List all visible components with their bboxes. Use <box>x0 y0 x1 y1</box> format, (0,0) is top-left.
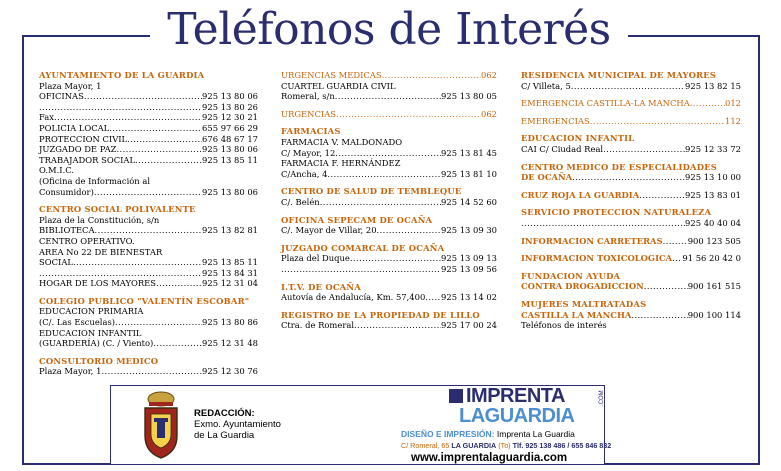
page-title: Teléfonos de Interés <box>167 4 611 55</box>
diseno-value: Imprenta La Guardia <box>496 429 575 439</box>
imprenta-square-icon <box>449 389 463 403</box>
dot-leader <box>663 236 688 247</box>
phone-number: 925 13 84 31 <box>202 267 258 278</box>
diseno-block <box>401 429 621 451</box>
logo-top-text: IMPRENTA <box>466 385 565 407</box>
entry-label: INFORMACION TOXICOLOGICA <box>521 253 673 264</box>
dot-leader <box>54 112 202 123</box>
phone-number: 925 12 30 21 <box>202 112 258 123</box>
entry-text: Plaza Mayor, 1 <box>39 80 102 91</box>
phone-number: 925 13 09 56 <box>441 263 497 274</box>
dot-leader <box>639 190 685 201</box>
phone-entry <box>521 144 741 155</box>
phone-number: 900 100 114 <box>687 309 741 320</box>
phone-number: 925 13 85 11 <box>202 154 258 165</box>
redaccion-line-1: Exmo. Ayuntamiento <box>194 419 281 430</box>
phone-entry <box>39 91 258 102</box>
phone-entry <box>39 338 258 349</box>
dot-leader <box>153 338 202 349</box>
column-3 <box>521 70 741 338</box>
section-heading: SERVICIO PROTECCION NATURALEZA <box>521 207 712 218</box>
entry-label: CAI C/ Ciudad Real <box>521 143 604 154</box>
entry-text: Teléfonos de interés <box>521 320 607 331</box>
entry-label: Consumidor) <box>39 186 94 197</box>
entry-label: Plaza del Duque <box>281 253 350 264</box>
directory-section <box>521 98 741 109</box>
phone-entry <box>521 253 741 264</box>
directory-section <box>521 299 741 331</box>
dot-leader <box>84 91 202 102</box>
entry-label: POLICIA LOCAL <box>39 122 110 133</box>
directory-section <box>521 190 741 201</box>
entry-text: FARMACIA F. HERNÁNDEZ <box>281 158 401 169</box>
entry-label: Plaza Mayor, 1 <box>39 366 102 377</box>
dot-leader <box>156 278 202 289</box>
directory-section <box>521 271 741 292</box>
dot-leader <box>644 281 688 292</box>
entry-text: AREA No 22 DE BIENESTAR <box>39 246 163 257</box>
address-town: LA GUARDIA <box>451 441 497 450</box>
directory-section <box>521 207 741 228</box>
phone-entry <box>281 169 497 180</box>
phone-entry <box>39 257 258 268</box>
phone-number: 925 12 30 76 <box>202 366 258 377</box>
dot-leader <box>336 109 481 120</box>
section-heading: I.T.V. DE OCAÑA <box>281 281 361 292</box>
directory-section <box>39 204 258 289</box>
address-prov: (To) <box>498 441 511 450</box>
dot-leader <box>590 116 725 127</box>
section-heading: CONSULTORIO MEDICO <box>39 355 159 366</box>
phone-entry <box>521 218 741 229</box>
phone-number: 925 13 81 10 <box>441 168 497 179</box>
dot-leader <box>73 257 202 268</box>
phone-number: 655 97 66 29 <box>202 122 258 133</box>
imprenta-logo <box>449 385 605 428</box>
dot-leader <box>354 320 441 331</box>
phone-number: 925 13 09 30 <box>441 225 497 236</box>
phone-entry <box>521 310 741 321</box>
phone-number: 062 <box>481 70 497 80</box>
phone-entry <box>281 264 497 275</box>
entry-label: C/ Villeta, 5 <box>521 80 571 91</box>
dot-leader <box>521 218 685 229</box>
dot-leader <box>350 253 441 264</box>
section-heading: RESIDENCIA MUNICIPAL DE MAYORES <box>521 70 717 80</box>
phone-number: 925 13 85 11 <box>202 257 258 268</box>
phone-number: 900 123 505 <box>687 235 741 246</box>
entry-label: URGENCIAS <box>281 108 336 119</box>
phone-entry <box>281 148 497 159</box>
phone-number: 925 13 10 00 <box>685 172 741 183</box>
entry-label: URGENCIAS MEDICAS <box>281 70 382 80</box>
phone-entry <box>521 190 741 201</box>
entry-label: CONTRA DROGADICCION <box>521 281 644 292</box>
entry-label: SOCIAL <box>39 257 73 268</box>
entry-text: FARMACIA V. MALDONADO <box>281 136 403 147</box>
entry-label: EMERGENCIAS <box>521 115 590 126</box>
directory-section <box>521 253 741 264</box>
phone-entry <box>39 102 258 113</box>
dot-leader <box>631 310 687 321</box>
section-heading: CENTRO SOCIAL POLIVALENTE <box>39 204 196 215</box>
directory-section <box>521 116 741 127</box>
dot-leader <box>101 366 202 377</box>
redaccion-block <box>194 408 281 441</box>
phone-entry <box>281 197 497 208</box>
phone-entry <box>39 268 258 279</box>
dot-leader <box>335 148 441 159</box>
entry-label: TRABAJADOR SOCIAL <box>39 154 136 165</box>
entry-label: C/Ancha, 4 <box>281 168 328 179</box>
phone-number: 925 12 33 72 <box>685 143 741 154</box>
dot-leader <box>335 91 441 102</box>
entry-label: EMERGENCIA CASTILLA-LA MANCHA <box>521 98 690 109</box>
phone-number: 925 12 31 04 <box>202 278 258 289</box>
entry-text: CENTRO OPERATIVO. <box>39 235 135 246</box>
directory-section <box>281 215 497 236</box>
phone-number: 925 13 82 15 <box>685 80 741 91</box>
phone-number: 925 13 80 06 <box>202 91 258 102</box>
phone-number: 900 161 515 <box>687 281 741 292</box>
phone-entry <box>281 320 497 331</box>
phone-number: 925 13 82 81 <box>202 225 258 236</box>
entry-text: EDUCACION PRIMARIA <box>39 306 144 317</box>
entry-text: CUARTEL GUARDIA CIVIL <box>281 80 396 91</box>
phone-entry <box>521 281 741 292</box>
dot-leader <box>95 225 203 236</box>
phone-number: 925 13 80 26 <box>202 101 258 112</box>
phone-entry <box>521 81 741 92</box>
column-2 <box>281 70 497 338</box>
directory-section <box>281 243 497 275</box>
entry-label: Ctra. de Romeral <box>281 320 354 331</box>
coat-of-arms-icon <box>139 390 183 462</box>
dot-leader <box>39 268 202 279</box>
section-heading: AYUNTAMIENTO DE LA GUARDIA <box>39 70 205 80</box>
dot-leader <box>127 134 202 145</box>
entry-text: Plaza de la Constitución, s/n <box>39 214 160 225</box>
section-heading: CENTRO DE SALUD DE TEMBLEQUE <box>281 186 462 197</box>
phone-number: 925 40 40 04 <box>685 217 741 228</box>
phone-number: 062 <box>481 108 497 119</box>
dot-leader <box>425 292 441 303</box>
phone-entry <box>39 317 258 328</box>
directory-section <box>39 296 258 349</box>
phone-entry <box>39 155 258 166</box>
directory-section <box>39 356 258 377</box>
entry-label: Fax <box>39 112 54 123</box>
phone-entry <box>39 366 258 377</box>
section-heading: COLEGIO PUBLICO "VALENTÍN ESCOBAR" <box>39 295 250 306</box>
phone-number: 925 13 09 13 <box>441 253 497 264</box>
entry-label: CASTILLA LA MANCHA <box>521 309 632 320</box>
entry-label: BIBLIOTECA <box>39 225 95 236</box>
phone-number: 91 56 20 42 0 <box>682 253 741 264</box>
website-link[interactable]: www.imprentalaguardia.com <box>411 452 568 464</box>
dot-leader <box>382 70 481 81</box>
diseno-label: DISEÑO E IMPRESIÓN: <box>401 429 495 439</box>
phone-entry <box>521 98 741 109</box>
dot-leader <box>690 98 725 109</box>
entry-label: (GUARDERÍA) (C. / Viento) <box>39 338 154 349</box>
entry-label: (C/. Las Escuelas) <box>39 317 116 328</box>
section-heading: MUJERES MALTRATADAS <box>521 298 647 309</box>
directory-section <box>521 133 741 154</box>
address-line <box>401 440 621 451</box>
dot-leader <box>115 317 202 328</box>
section-heading: JUZGADO COMARCAL DE OCAÑA <box>281 242 445 253</box>
phone-number: 925 13 80 86 <box>202 317 258 328</box>
entry-label: C/ Mayor, 12 <box>281 147 336 158</box>
entry-text: EDUCACION INFANTIL <box>39 327 142 338</box>
directory-section <box>281 282 497 303</box>
entry-label: INFORMACION CARRETERAS <box>521 235 663 246</box>
redaccion-line-2: de La Guardia <box>194 430 255 441</box>
directory-section <box>281 310 497 331</box>
phone-entry <box>521 116 741 127</box>
phone-entry <box>39 123 258 134</box>
phone-entry <box>521 236 741 247</box>
dot-leader <box>320 197 441 208</box>
entry-label: PROTECCION CIVIL <box>39 133 128 144</box>
address-phone: Tlf. 925 138 486 / 655 846 832 <box>512 441 612 450</box>
directory-section <box>281 126 497 179</box>
phone-number: 012 <box>725 98 741 109</box>
entry-label: HOGAR DE LOS MAYORES <box>39 278 157 289</box>
directory-section <box>39 70 258 197</box>
phone-number: 925 13 80 06 <box>202 144 258 155</box>
phone-entry <box>39 225 258 236</box>
dot-leader <box>116 144 202 155</box>
dot-leader <box>94 187 202 198</box>
dot-leader <box>39 102 202 113</box>
phone-number: 925 17 00 24 <box>441 320 497 331</box>
directory-section <box>281 186 497 207</box>
phone-number: 925 12 31 48 <box>202 338 258 349</box>
entry-text: (Oficina de Información al <box>39 175 151 186</box>
phone-entry <box>281 225 497 236</box>
dot-leader <box>603 144 685 155</box>
directory-section <box>521 70 741 91</box>
phone-entry <box>521 172 741 183</box>
phone-entry <box>281 109 497 120</box>
section-heading: FARMACIAS <box>281 126 341 137</box>
section-heading: EDUCACION INFANTIL <box>521 133 635 144</box>
dot-leader <box>571 81 685 92</box>
logo-bottom-text: LAGUARDIA <box>459 405 575 427</box>
entry-label: Autovía de Andalucía, Km. 57,400 <box>281 292 426 303</box>
phone-number: 676 48 67 17 <box>202 133 258 144</box>
entry-label: Romeral, s/n <box>281 91 335 102</box>
address-street: C/ Romeral, 65 <box>401 441 450 450</box>
footer-credits <box>110 385 612 465</box>
phone-entry <box>39 187 258 198</box>
section-heading: OFICINA SEPECAM DE OCAÑA <box>281 214 433 225</box>
dot-leader <box>327 169 441 180</box>
phone-entry <box>281 292 497 303</box>
directory-section <box>521 236 741 247</box>
dot-leader <box>281 264 441 275</box>
dot-leader <box>135 155 202 166</box>
entry-label: OFICINAS <box>39 91 84 102</box>
dot-leader <box>672 253 682 264</box>
redaccion-label: REDACCIÓN: <box>194 408 255 419</box>
entry-text: O.M.I.C. <box>39 165 75 176</box>
entry-label: C/. Mayor de Villar, 20 <box>281 225 377 236</box>
phone-entry <box>39 112 258 123</box>
phone-number: 925 13 83 01 <box>685 189 741 200</box>
section-heading: REGISTRO DE LA PROPIEDAD DE LILLO <box>281 309 480 320</box>
directory-section <box>281 109 497 120</box>
phone-entry <box>281 70 497 81</box>
section-heading: FUNDACION AYUDA <box>521 270 621 281</box>
phone-entry <box>281 91 497 102</box>
dot-leader <box>109 123 202 134</box>
phone-entry <box>39 144 258 155</box>
entry-label: C/. Belén <box>281 196 320 207</box>
column-1 <box>39 70 258 384</box>
phone-number: 112 <box>725 115 741 126</box>
phone-number: 925 13 80 05 <box>441 91 497 102</box>
phone-entry <box>39 134 258 145</box>
phone-number: 925 13 81 45 <box>441 147 497 158</box>
phone-number: 925 14 52 60 <box>441 196 497 207</box>
phone-entry <box>39 278 258 289</box>
phone-number: 925 13 80 06 <box>202 186 258 197</box>
directory-section <box>521 162 741 183</box>
dot-leader <box>572 172 685 183</box>
logo-com-text: .COM <box>599 390 605 406</box>
section-heading: CENTRO MEDICO DE ESPECIALIDADES <box>521 161 718 172</box>
entry-label: CRUZ ROJA LA GUARDIA <box>521 189 640 200</box>
entry-label: JUZGADO DE PAZ <box>39 144 117 155</box>
directory-section <box>281 70 497 102</box>
phone-number: 925 13 14 02 <box>441 292 497 303</box>
dot-leader <box>377 225 442 236</box>
phone-entry <box>281 253 497 264</box>
entry-label: DE OCAÑA <box>521 172 573 183</box>
